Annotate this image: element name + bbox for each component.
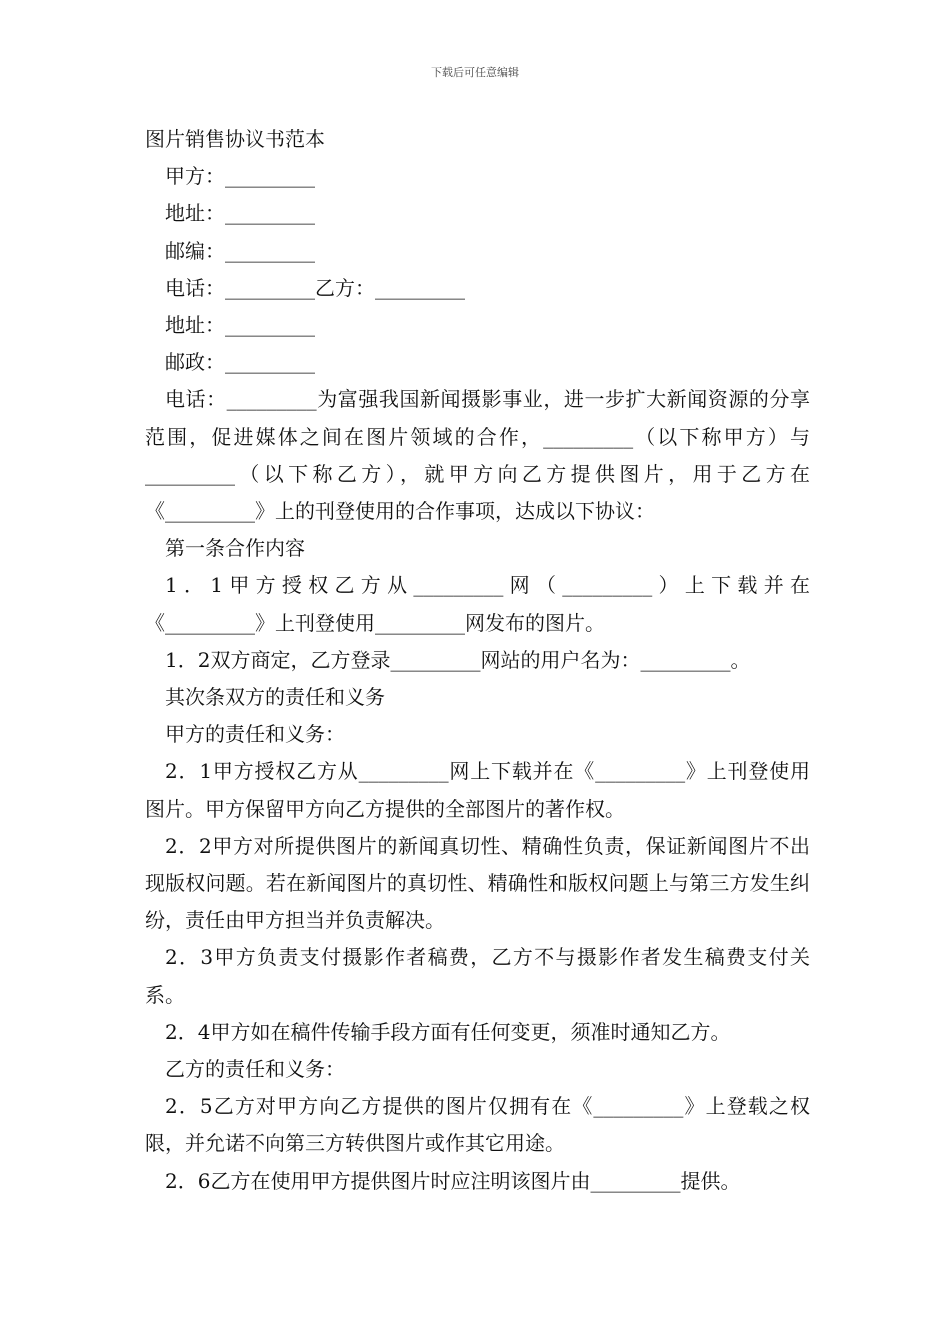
document-body	[145, 121, 810, 1200]
party-a-postcode-line: 邮编：_________	[165, 238, 315, 263]
article-1-heading: 第一条合作内容	[165, 536, 305, 561]
clause-1-2: 1．2双方商定，乙方登录_________网站的用户名为：_________。	[165, 647, 751, 672]
clause-2-5: 2．5乙方对甲方向乙方提供的图片仅拥有在《_________》上登载之权限，并允诺不向第三方转供图片或作其它用途。	[145, 1094, 810, 1156]
clause-2-4: 2．4甲方如在稿件传输手段方面有任何变更，须准时通知乙方。	[165, 1019, 731, 1044]
party-a-phone-party-b-line: 电话：_________乙方：_________	[165, 275, 465, 300]
clause-2-2: 2．2甲方对所提供图片的新闻真切性、精确性负责，保证新闻图片不出现版权问题。若在新闻图片的真切性、精确性和版权问题上与第三方发生纠纷，责任由甲方担当并负责解决。	[145, 833, 810, 933]
clause-2-6: 2．6乙方在使用甲方提供图片时应注明该图片由_________提供。	[165, 1168, 741, 1193]
page-header: 下载后可任意编辑	[431, 66, 519, 79]
party-a-duties-heading: 甲方的责任和义务：	[165, 722, 345, 747]
clause-2-3: 2．3甲方负责支付摄影作者稿费，乙方不与摄影作者发生稿费支付关系。	[145, 945, 810, 1007]
clause-1-1: 1．1甲方授权乙方从_________网（_________）上下载并在《_________》上刊登使用_________网发布的图片。	[145, 573, 810, 635]
intro-paragraph: 电话：_________为富强我国新闻摄影事业，进一步扩大新闻资源的分享范围，促进媒体之间在图片领域的合作，_________（以下称甲方）与_________（以下称乙方），就甲方向乙方提供图片，用于乙方在《_________》上的刊登使用的合作事项，达成以下协议：	[145, 387, 810, 524]
article-2-heading: 其次条双方的责任和义务	[165, 685, 385, 710]
document-title: 图片销售协议书范本	[145, 127, 325, 151]
party-b-duties-heading: 乙方的责任和义务：	[165, 1057, 345, 1082]
party-a-name-line: 甲方：_________	[165, 164, 315, 189]
clause-2-1: 2．1甲方授权乙方从_________网上下载并在《_________》上刊登使用图片。甲方保留甲方向乙方提供的全部图片的著作权。	[145, 759, 810, 821]
party-b-postcode-line: 邮政：_________	[165, 350, 315, 375]
party-b-address-line: 地址：_________	[165, 313, 315, 338]
party-a-address-line: 地址：_________	[165, 201, 315, 226]
